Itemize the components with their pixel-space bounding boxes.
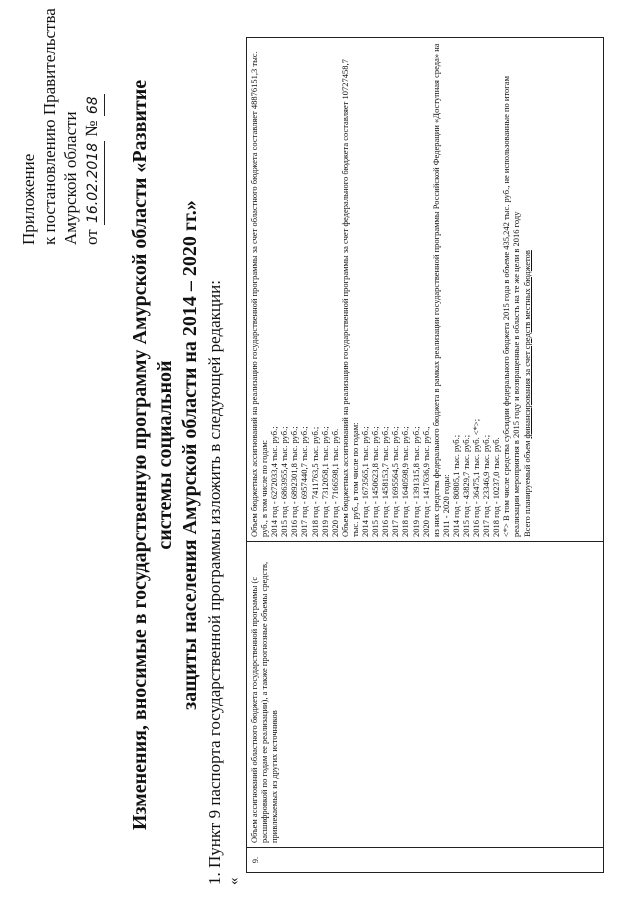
local-intro-underlined: финансирования за счет средств местных бюджетов: [521, 250, 532, 439]
title-line-2: защиты населения Амурской области на 2014 – 2020 гг.»: [179, 200, 201, 710]
handwritten-date: 16.02.2018: [83, 141, 105, 225]
number-prefix: №: [82, 120, 101, 137]
federal-year-line: 2020 год - 1417636,9 тыс. руб.,: [420, 426, 431, 537]
appendix-region-line: Амурской области: [61, 111, 80, 245]
opening-quote: «: [226, 877, 242, 885]
regional-year-line: 2017 год - 6957440,7 тыс. руб.;: [299, 426, 310, 537]
federal-budget-intro: Объем бюджетных ассигнований на реализацию государственной программы за счет федерального бюджета составляет 10727458,7 тыс. руб., в том числе по годам:: [339, 59, 360, 537]
title-line-1: Изменения, вносимые в государственную программу Амурской области «Развитие системы социальной: [129, 79, 176, 831]
federal-year-line: 2017 год - 1695564,5 тыс. руб.;: [390, 426, 401, 537]
regional-year-line: 2016 год - 6892301,8 тыс. руб.;: [289, 426, 300, 537]
regional-year-line: 2018 год - 7411763,5 тыс. руб.;: [309, 426, 320, 537]
passport-table: [246, 37, 604, 873]
document-title: [128, 75, 203, 835]
regional-budget-intro: Объем бюджетных ассигнований на реализацию государственной программы за счет областного бюджета составляет 48876151,3 тыс. руб., в том числе по годам:: [249, 51, 270, 537]
accessible-year-line: 2018 год - 10237,0 тыс. руб.: [491, 437, 502, 537]
regional-year-line: 2019 год - 7312058,1 тыс. руб.;: [319, 426, 330, 537]
accessible-year-line: 2014 год - 80805,1 тыс. руб.;: [450, 434, 461, 537]
row-content-cell: [247, 38, 603, 541]
federal-years-list: [360, 42, 431, 537]
regional-year-line: 2020 год - 7166598,1 тыс. руб.: [329, 428, 340, 537]
federal-year-line: 2015 год - 1450623,8 тыс. руб.;: [370, 426, 381, 537]
handwritten-number: 68: [83, 94, 105, 116]
appendix-heading: Приложение: [19, 153, 38, 245]
accessible-years-list: [451, 42, 501, 537]
footnote: <*> В том числе средства субсидии федерального бюджета 2015 года в объеме 435,242 тыс. руб., не использованные по итогам реализации мероприятия в 2015 году и возвращенные в область на те же цели в 2016 году: [501, 76, 522, 537]
regional-years-list: [269, 42, 340, 537]
appendix-resolution-line: к постановлению Правительства: [40, 8, 59, 245]
federal-year-line: 2019 год - 1391315,8 тыс. руб.;: [410, 426, 421, 537]
appendix-date-line: [81, 5, 105, 245]
accessible-year-line: 2017 год - 23346,9 тыс. руб.;: [481, 434, 492, 537]
accessible-year-line: 2015 год - 43829,7 тыс. руб.;: [460, 434, 471, 537]
row-number-cell: 9.: [247, 847, 603, 872]
appendix-block: [18, 5, 105, 245]
accessible-env-intro: из них средства федерального бюджета в рамках реализации государственной программы Российской Федерации «Доступная среда» на 2011 - 2020 годы:: [430, 43, 451, 537]
accessible-year-line: 2016 год - 36475,1 тыс. руб. <*>;: [471, 418, 482, 537]
federal-year-line: 2018 год - 1640598,9 тыс. руб.;: [400, 426, 411, 537]
local-budget-intro: [522, 42, 532, 537]
regional-year-line: 2015 год - 6863955,4 тыс. руб.;: [279, 426, 290, 537]
row-label-cell: Объем ассигнований областного бюджета государственной программы (с расшифровкой по годам ее реализации), а также прогнозные объемы средств, привлекаемых из других источников: [247, 541, 603, 847]
local-intro-text: Всего планируемый объем: [521, 438, 532, 537]
point-intro: 1. Пункт 9 паспорта государственной программы изложить в следующей редакции:: [205, 280, 224, 885]
federal-year-line: 2016 год - 1458153,7 тыс. руб.;: [380, 426, 391, 537]
federal-year-line: 2014 год - 1673565,1 тыс. руб.;: [360, 426, 371, 537]
date-prefix: от: [82, 229, 101, 245]
regional-year-line: 2014 год - 6272033,4 тыс. руб.;: [269, 426, 280, 537]
